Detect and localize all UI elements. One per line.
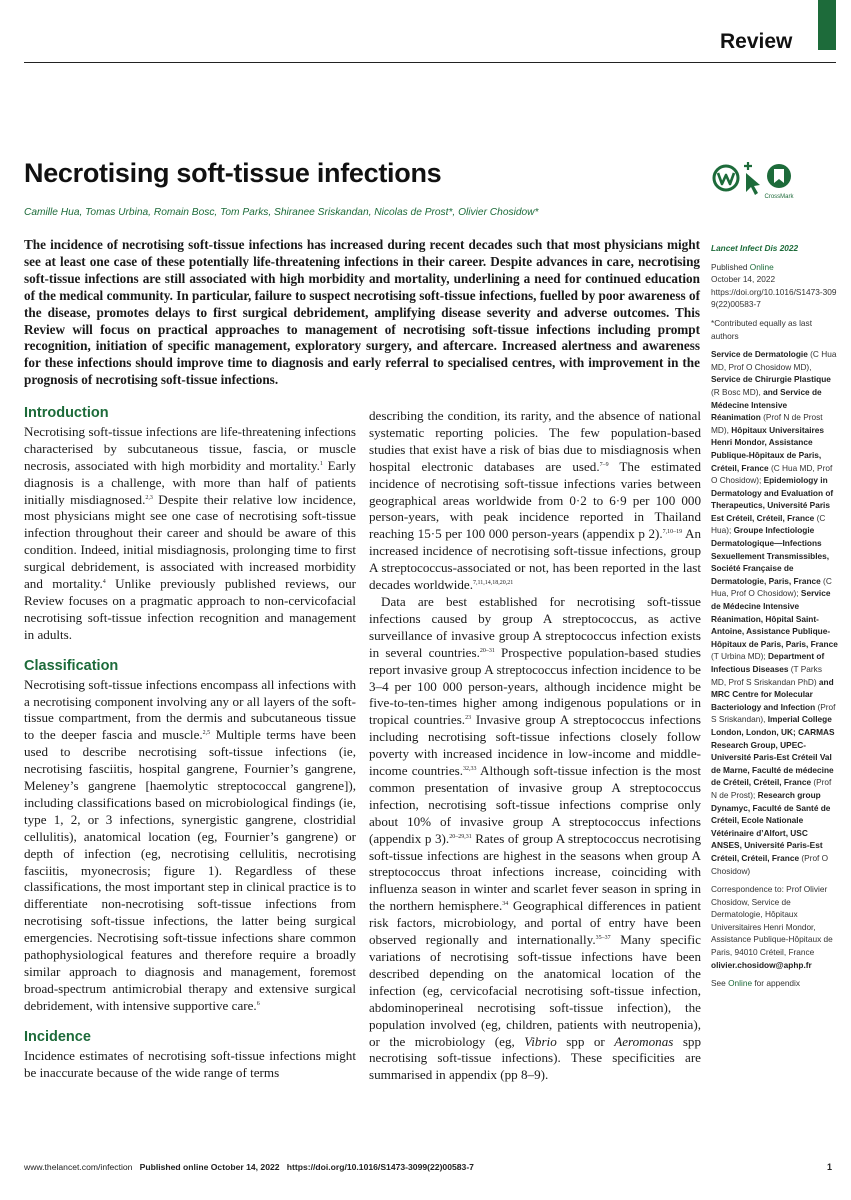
affiliations: Service de Dermatologie (C Hua MD, Prof O Chosidow MD), Service de Chirurgie Plastique (R Bosc MD), and Service de Médecine Intensive Réanimation (Prof N de Prost MD), Hôpitaux Universitaires Henri Mondor, Assistance Publique-Hôpitaux de Paris, Créteil, France (C Hua MD, Prof O Chosidow); Epidemiology in Dermatology and Evaluation of Therapeutics, Université Paris Est Créteil, Créteil, France (C Hua); Groupe Infectiologie Dermatologique—Infections Sexuellement Transmissibles, Société Française de Dermatologie, Paris, France (C Hua, Prof O Chosidow); Service de Médecine Intensive Réanimation, Hôpital Saint-Antoine, Assistance Publique-Hôpitaux de Paris, Paris, France (T Urbina MD); Department of Infectious Diseases (T Parks MD, Prof S Sriskandan PhD) and MRC Centre for Molecular Bacteriology and Infection (Prof S Sriskandan), Imperial College London, London, UK; CARMAS Research Group, UPEC-Université Paris-Est Créteil Val de Marne, Faculté de médecine de Créteil, Créteil, France (Prof N de Prost); Research group Dynamyc, Faculté de Santé de Créteil, Ecole Nationale Vétérinaire d’Alfort, USC ANSES, Université Paris-Est Créteil, Créteil, France (Prof O Chosidow) [711,349,838,876]
abstract: The incidence of necrotising soft-tissue infections has increased during recent decades such that most physicians might see at least one case of these potentially life-threatening infections in their career. Despite advances in care, necrotising soft-tissue infections are still associated with high morbidity and mortality, underlining a need for continued education of the medical community. In particular, failure to suspect necrotising soft-tissue infections, fuelled by poor awareness of the disease, promotes delays to first surgical debridement, amplifying disease severity and adverse outcomes. This Review will focus on practical approaches to management of necrotising soft-tissue infections including prompt recognition, initiation of specific management, exploratory surgery, and aftercare. Increased alertness and awareness for these infections should improve time to diagnosis and early referral to specialised centres, with improvement in the prognosis of necrotising soft-tissue infections. [24,237,700,388]
citation[interactable]: 6 [256,1000,260,1007]
paragraph: Necrotising soft-tissue infections are life-threatening infections characterised by subcutaneous tissue, fascia, or muscle necrosis, associated with high morbidity and mortality.$^1$ Early diagnosis is a challenge, with more than half of patients initially misdiagnosed.$^{2,3}$ Despite their relative low incidence, most physicians might see one case of necrotising soft-tissue infection throughout their career and should be aware of this condition. Indeed, initial misdiagnosis, prolonging time to first surgical debridement, is associated with increased morbidity and mortality.$^4$ Unlike previously published reviews, our Review focuses on a pragmatic approach to non-cervicofacial necrotising soft-tissue infection recognition and management in adults. [24,423,356,642]
heading-introduction: Introduction [24,405,109,421]
footer-doi[interactable]: https://doi.org/10.1016/S1473-3099(22)00583-7 [286,1162,474,1172]
footer-site[interactable]: www.thelancet.com/infection [24,1162,133,1172]
citation[interactable]: 7,10–19 [662,529,683,536]
citation[interactable]: 34 [502,901,509,908]
email-link[interactable]: olivier.chosidow@aphp.fr [711,959,812,970]
citation[interactable]: 2,3 [145,494,153,501]
header-rule [24,62,836,63]
doi-link[interactable]: https://doi.org/10.1016/S1473-3099(22)00583-7 [711,286,837,310]
citation[interactable]: 20–29,31 [449,833,472,840]
journal-citation: Lancet Infect Dis 2022 [711,243,799,253]
section-label: Review [720,30,793,53]
correspondence: Correspondence to: Prof Olivier Chosidow, Service de Dermatologie, Hôpitaux Universitaires Henri Mondor, Assistance Publique-Hôpitaux de Paris, 94010 Créteil, France olivier.chosidow@aphp.fr [711,884,833,970]
journal-color-bar [818,0,836,50]
body-column-left [24,405,356,1081]
citation[interactable]: 7,11,14,18,20,21 [472,580,514,587]
footer-published: Published online October 14, 2022 [139,1162,280,1172]
paragraph: Incidence estimates of necrotising soft-tissue infections might be inaccurate because of the wide range of terms [24,1047,356,1080]
citation[interactable]: 35–37 [595,935,611,942]
article-badges [712,158,802,204]
citation[interactable]: 23 [465,715,472,722]
paragraph: Necrotising soft-tissue infections encompass all infections with a necrotising component involving any or all layers of the soft-tissue compartment, from the dermis and subcutaneous tissue to the deeper fascia and muscle.$^{2,5}$ Multiple terms have been used to describe necrotising soft-tissue infections (ie, necrotising fasciitis, hospital gangrene, Fournier’s gangrene, Meleney’s gangrene [haemolytic streptococcal gangrene]), including classifications based on microbiological findings (ie, type 1, 2, or 3 infections, synergistic gangrene, clostridial cellulitis), anatomical location (eg, Fournier’s gangrene) or depth of infection (eg, necrotising cellulitis, necrotising fasciitis, myonecrosis; figure 1). Regardless of these classifications, the most important step in clinical practice is to differentiate non-necrotising soft-tissue infections from necrotising soft-tissue infections, the latter being surgical emergencies. Necrotising soft-tissue infections share common pathophysiological features and therefore require a broadly similar approach to diagnosis and management, foremost broad-spectrum antimicrobial therapy and extensive surgical debridement, with intensive supportive care.$^6$ [24,676,357,1013]
publication-info: Published Online October 14, 2022 https://doi.org/10.1016/S1473-3099(22)00583-7 [711,261,837,310]
paragraph: Data are best established for necrotising soft-tissue infections caused by group A streptococcus, as active surveillance of invasive group A streptococcus infection exists in several countries.$^{20-31}$ Prospective population-based studies report invasive group A streptococcus infection incidence to be 3–4 per 100 000 person-years, although incidence might be five-to-ten-times higher among indigenous populations or in tropical countries.$^{23}$ Invasive group A streptococcus infections including necrotising soft-tissue infections closely follow poverty with increased incidence in low-income and middle-income countries.$^{32,33}$ Although soft-tissue infection is the most common presentation of invasive group A streptococcus infection, necrotising soft-tissue infections comprise only about 10% of invasive group A streptococcus infections (appendix p 3).$^{20-29,31}$ Rates of group A streptococcus necrotising soft-tissue infections are highest in the seasons when group A streptococcus throat infections increase, coinciding with influenza season in winter and scarlet fever season in spring in the northern hemisphere.$^{34}$ Geographical differences in patient risk factors, microbiology, and portal of entry have been observed regionally and internationally.$^{35-37}$ Many specific variations of necrotising soft-tissue infections have been described depending on the anatomical location of the infection (eg, cervicofacial necrotising soft-tissue infection, abdominoperineal necrotising soft-tissue infection), the population involved (eg, children, patients with neutropenia), or the microbiology (eg, Vibrio spp or Aeromonas spp necrotising soft-tissue infections). These specificities are summarised in appendix (pp 8–9). [369,593,702,1083]
page-number: 1 [826,1162,832,1172]
crossmark-label: CrossMark [764,194,794,200]
body-column-right [369,408,701,1084]
citation[interactable]: 1 [319,460,323,467]
citation[interactable]: 7–9 [599,461,609,468]
crossmark-icon[interactable] [764,164,794,200]
appendix-note: See Online for appendix [711,978,801,989]
citation[interactable]: 2,5 [202,730,211,737]
sidebar-notes [711,242,839,996]
heading-incidence: Incidence [24,1028,91,1045]
add-cursor-icon[interactable] [744,162,760,195]
page-footer [24,1162,836,1172]
citation[interactable]: 32,33 [463,766,477,773]
citation[interactable]: 20–31 [479,647,495,654]
appendix-online-link[interactable]: Online [728,978,753,989]
open-access-icon[interactable] [714,166,738,190]
heading-classification: Classification [24,657,119,674]
contribution-note: *Contributed equally as last authors [711,317,813,341]
citation[interactable]: 4 [102,579,106,586]
article-title: Necrotising soft-tissue infections [24,158,442,188]
online-link[interactable]: Online [749,261,774,272]
author-list: Camille Hua, Tomas Urbina, Romain Bosc, Tom Parks, Shiranee Sriskandan, Nicolas de Prost*, Olivier Chosidow* [24,207,539,218]
paragraph: describing the condition, its rarity, and the absence of national systematic reporting policies. The few population-based studies that exist have a risk of bias due to misdiagnosis when hospital electronic databases are used.$^{7-9}$ The estimated incidence of necrotising soft-tissue infections varies between geographical areas worldwide from 0·2 to 6·9 per 100 000 person-years, with peak incidence reported in Thailand reaching 15·5 per 100 000 person-years (appendix p 2).$^{7,10-19}$ An increased incidence of necrotising soft-tissue infections, group A streptococcus-associated or not, has been reported in the last decades worldwide.$^{7,11,14,18,20,21}$ [369,408,701,593]
